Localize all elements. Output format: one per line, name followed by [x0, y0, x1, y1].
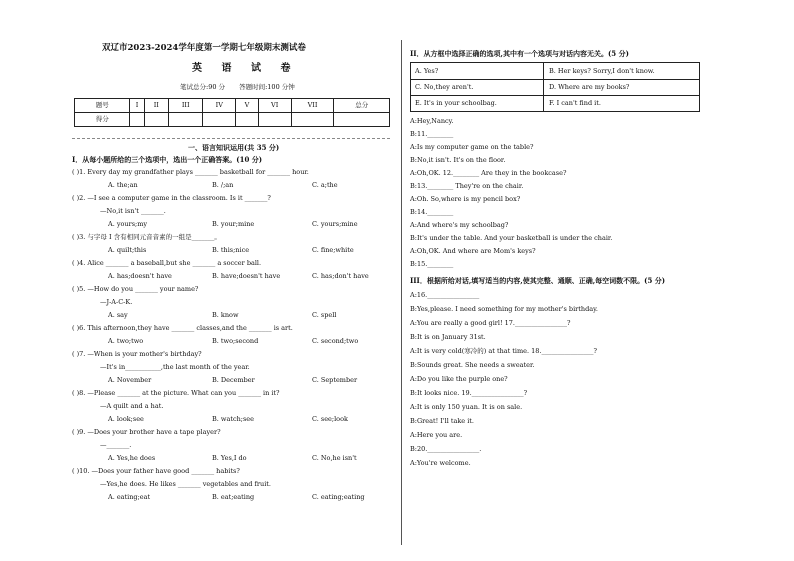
option-c[interactable]: C. September: [312, 376, 358, 384]
subject-title: 英 语 试 卷: [192, 63, 299, 74]
option-a[interactable]: A. Yes,he does: [108, 454, 156, 462]
option-c[interactable]: C. yours;mine: [312, 220, 358, 228]
question-stem: ( )9. —Does your brother have a tape player?: [72, 428, 221, 436]
score-blank[interactable]: [130, 113, 144, 127]
option-b[interactable]: B. your;mine: [212, 220, 255, 228]
option-item: E. It's in your schoolbag.: [415, 99, 497, 107]
score-value-row: [75, 113, 390, 127]
option-a[interactable]: A. November: [108, 376, 152, 384]
dialogue-blank-line[interactable]: B:14.________: [410, 208, 454, 216]
dialogue-blank-line[interactable]: A:16.________________: [410, 291, 480, 299]
option-a[interactable]: A. has;doesn't have: [108, 272, 172, 280]
option-a[interactable]: A. eating;eat: [108, 493, 151, 501]
divider-line: [72, 138, 390, 139]
score-blank[interactable]: [291, 113, 334, 127]
option-c[interactable]: C. see;look: [312, 415, 348, 423]
score-table: [74, 98, 390, 127]
dialogue-line: A:Is my computer game on the table?: [410, 143, 534, 151]
score-cell: VI: [258, 99, 291, 113]
score-cell: 题号: [75, 99, 130, 113]
score-cell: V: [236, 99, 259, 113]
score-cell: III: [168, 99, 202, 113]
question-stem: ( )3. 与字母 I 含有相同元音音素的一组是_______。: [72, 233, 221, 241]
dialogue-line: A:Do you like the purple one?: [410, 375, 508, 383]
score-cell: II: [144, 99, 168, 113]
score-blank[interactable]: [203, 113, 236, 127]
part2-title: II．从方框中选择正确的选项,其中有一个选项与对话内容无关。(5 分): [410, 49, 629, 58]
total-score-text: 笔试总分:90 分: [180, 83, 226, 91]
score-blank[interactable]: [168, 113, 202, 127]
dialogue-line: A:You're welcome.: [410, 459, 471, 467]
option-c[interactable]: C. has;don't have: [312, 272, 369, 280]
question-stem: ( )6. This afternoon,they have _______ classes,and the _______ is art.: [72, 324, 293, 332]
question-stem: ( )2. —I see a computer game in the classroom. Is it _______?: [72, 194, 271, 202]
option-b[interactable]: B. know: [212, 311, 239, 319]
option-item: A. Yes?: [415, 67, 439, 75]
option-b[interactable]: B. eat;eating: [212, 493, 255, 501]
score-cell: IV: [203, 99, 236, 113]
option-b[interactable]: B. this;nice: [212, 246, 250, 254]
dialogue-blank-line[interactable]: B:It looks nice. 19.________________?: [410, 389, 528, 397]
part3-title: III．根据所给对话,填写适当的内容,使其完整、通顺、正确,每空词数不限。(5 分): [410, 276, 666, 285]
right-column: [410, 48, 700, 548]
dialogue-line: A:Oh,OK. And where are Mom's keys?: [410, 247, 536, 255]
option-b[interactable]: B. Yes,I do: [212, 454, 247, 462]
score-label: 得分: [75, 113, 130, 127]
dialogue-line: B:It's under the table. And your basketball is under the chair.: [410, 234, 613, 242]
dialogue-blank-line[interactable]: B:20.________________.: [410, 445, 482, 453]
exam-meta: [180, 84, 307, 91]
option-box: [410, 62, 700, 112]
option-b[interactable]: B. watch;see: [212, 415, 255, 423]
score-blank[interactable]: [334, 113, 390, 127]
box-divider: [543, 63, 544, 111]
question-stem: ( )5. —How do you _______ your name?: [72, 285, 199, 293]
dialogue-line: A:Oh. So,where is my pencil box?: [410, 195, 521, 203]
question-stem-2: —No,it isn't _______.: [100, 207, 166, 215]
dialogue-blank-line[interactable]: B:15.________: [410, 260, 454, 268]
option-c[interactable]: C. fine;white: [312, 246, 354, 254]
score-header-row: [75, 99, 390, 113]
column-divider: [401, 40, 402, 545]
question-stem-2: —J-A-C-K.: [100, 298, 133, 306]
dialogue-blank-line[interactable]: A:It is very cold(寒冷的) at that time. 18.________________?: [410, 347, 597, 355]
score-cell: 总分: [334, 99, 390, 113]
question-stem: ( )7. —When is your mother's birthday?: [72, 350, 202, 358]
question-stem-2: —It's in___________,the last month of the year.: [100, 363, 250, 371]
score-blank[interactable]: [144, 113, 168, 127]
part1-title: 一、语言知识运用(共 35 分): [188, 143, 280, 152]
option-a[interactable]: A. quilt;this: [108, 246, 147, 254]
option-b[interactable]: B. have;doesn't have: [212, 272, 281, 280]
dialogue-line: B:Great! I'll take it.: [410, 417, 474, 425]
option-c[interactable]: C. No,he isn't: [312, 454, 357, 462]
dialogue-line: A:Here you are.: [410, 431, 463, 439]
dialogue-blank-line[interactable]: A:You are really a good girl! 17.________________?: [410, 319, 571, 327]
question-stem: ( )8. —Please _______ at the picture. What can you _______ in it?: [72, 389, 280, 397]
question-stem-2: —A quilt and a hat.: [100, 402, 164, 410]
option-item: C. No,they aren't.: [415, 83, 474, 91]
question-stem: ( )1. Every day my grandfather plays _______ basketball for _______ hour.: [72, 168, 309, 176]
option-item: B. Her keys? Sorry,I don't know.: [549, 67, 655, 75]
question-stem-2: —Yes,he does. He likes _______ vegetables and fruit.: [100, 480, 271, 488]
dialogue-line: A:Hey,Nancy.: [410, 117, 454, 125]
dialogue-line: A:And where's my schoolbag?: [410, 221, 509, 229]
time-text: 答题时间:100 分钟: [239, 83, 295, 91]
exam-title: 双辽市2023-2024学年度第一学期七年级期末测试卷: [102, 43, 306, 53]
score-cell: I: [130, 99, 144, 113]
option-c[interactable]: C. eating;eating: [312, 493, 365, 501]
box-divider: [411, 79, 699, 80]
box-divider: [411, 95, 699, 96]
dialogue-line: B:It is on January 31st.: [410, 333, 486, 341]
option-a[interactable]: A. the;an: [108, 181, 138, 189]
dialogue-line: B:Yes,please. I need something for my mother's birthday.: [410, 305, 598, 313]
option-b[interactable]: B. /;an: [212, 181, 234, 189]
dialogue-line: A:It is only 150 yuan. It is on sale.: [410, 403, 523, 411]
option-a[interactable]: A. yours;my: [108, 220, 148, 228]
option-a[interactable]: A. look;see: [108, 415, 144, 423]
option-item: D. Where are my books?: [549, 83, 630, 91]
question-stem: ( )4. Alice _______ a baseball,but she _______ a soccer ball.: [72, 259, 262, 267]
option-c[interactable]: C. spell: [312, 311, 337, 319]
option-c[interactable]: C. second;two: [312, 337, 359, 345]
option-a[interactable]: A. two;two: [108, 337, 144, 345]
left-column: [72, 36, 390, 548]
question-stem-2: —_______.: [100, 441, 132, 449]
option-a[interactable]: A. say: [108, 311, 128, 319]
score-blank[interactable]: [258, 113, 291, 127]
dialogue-blank-line[interactable]: B:13.________ They're on the chair.: [410, 182, 524, 190]
option-c[interactable]: C. a;the: [312, 181, 338, 189]
score-blank[interactable]: [236, 113, 259, 127]
option-item: F. I can't find it.: [549, 99, 601, 107]
dialogue-blank-line[interactable]: B:11.________: [410, 130, 454, 138]
dialogue-blank-line[interactable]: A:Oh,OK. 12.________ Are they in the bookcase?: [410, 169, 567, 177]
score-cell: VII: [291, 99, 334, 113]
option-b[interactable]: B. two;second: [212, 337, 259, 345]
option-b[interactable]: B. December: [212, 376, 255, 384]
question-stem: ( )10. —Does your father have good _______ habits?: [72, 467, 240, 475]
dialogue-line: B:Sounds great. She needs a sweater.: [410, 361, 535, 369]
dialogue-line: B:No,it isn't. It's on the floor.: [410, 156, 506, 164]
section1-title: I．从每小题所给的三个选项中，选出一个正确答案。(10 分): [72, 155, 263, 164]
